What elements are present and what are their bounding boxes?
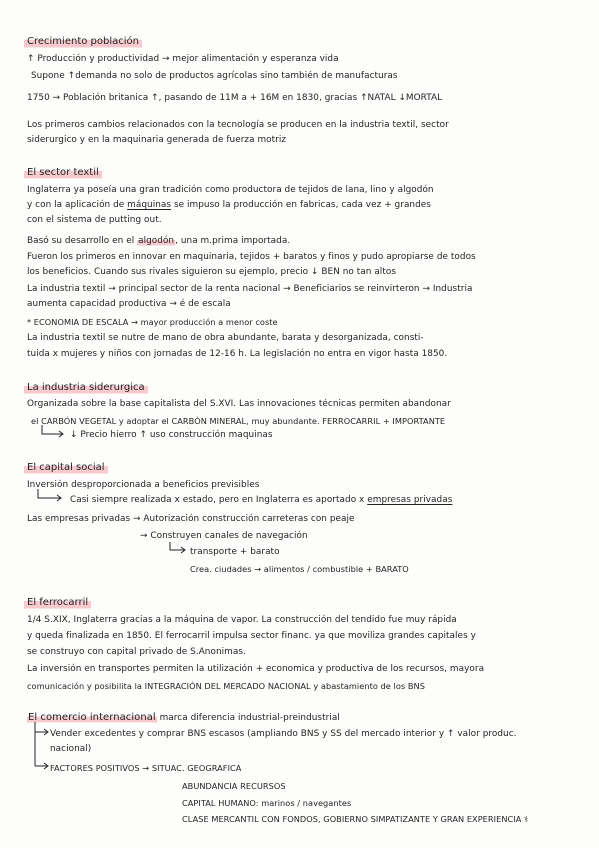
comercio-line-1: Vender excedentes y comprar BNS escasos (ampliando BNS y SS del mercado interior y ↑ valor produc. bbox=[50, 729, 517, 739]
textil-line-2-start: y con la aplicación de bbox=[27, 200, 128, 210]
textil-line-10: La industria textil se nutre de mano de obra abundante, barata y desorganizada, consti- bbox=[27, 333, 424, 343]
crecimiento-line-4: Los primeros cambios relacionados con la tecnología se producen en la industria textil, sector bbox=[27, 120, 449, 130]
capital-line-2-start: Casi siempre realizada x estado, pero en Inglaterra es aportado x bbox=[70, 495, 368, 505]
ferrocarril-line-3: se construyo con capital privado de S.Anonimas. bbox=[27, 647, 246, 657]
textil-line-1: Inglaterra ya poseía una gran tradición como productora de tejidos de lana, lino y algodón bbox=[27, 185, 434, 195]
siderurgica-line-1: Organizada sobre la base capitalista del S.XVI. Las innovaciones técnicas permiten abandonar bbox=[27, 399, 451, 409]
comercio-line-4: ABUNDANCIA RECURSOS bbox=[182, 781, 286, 791]
capital-empresas-privadas-underlined: empresas privadas bbox=[367, 495, 453, 505]
capital-line-5: transporte + barato bbox=[190, 547, 280, 557]
crecimiento-line-2: Supone ↑demanda no solo de productos agrícolas sino también de manufacturas bbox=[31, 71, 398, 81]
comercio-line-5: CAPITAL HUMANO: marinos / navegantes bbox=[182, 798, 352, 808]
textil-line-4-end: , una m.prima importada. bbox=[175, 236, 291, 246]
siderurgica-arrow-icon bbox=[40, 425, 68, 439]
capital-line-1: Inversión desproporcionada a beneficios previsibles bbox=[27, 480, 260, 490]
textil-algodon-highlight: algodón bbox=[138, 236, 175, 246]
comercio-line-6: CLASE MERCANTIL CON FONDOS, GOBIERNO SIMPATIZANTE Y GRAN EXPERIENCIA ⚕ bbox=[182, 814, 529, 824]
section-title-ferrocarril: El ferrocarril bbox=[24, 597, 91, 609]
section-title-siderurgica: La industria siderurgica bbox=[24, 382, 148, 394]
comercio-line-2: nacional) bbox=[50, 744, 92, 754]
textil-line-8: aumenta capacidad productiva → é de escala bbox=[27, 299, 231, 309]
ferrocarril-line-5: comunicación y posibilita la INTEGRACIÓN DEL MERCADO NACIONAL y abastamiento de los BNS bbox=[27, 681, 425, 691]
ferrocarril-line-2: y queda finalizada en 1850. El ferrocarril impulsa sector financ. ya que moviliza grandes capitales y bbox=[27, 631, 476, 641]
comercio-title-row bbox=[27, 712, 340, 724]
ferrocarril-line-4: La inversión en transportes permiten la utilización + economica y productiva de los recursos, mayora bbox=[27, 664, 485, 674]
section-title-crecimiento: Crecimiento población bbox=[24, 36, 142, 48]
capital-line-4: → Construyen canales de navegación bbox=[140, 531, 308, 541]
textil-line-6: los beneficios. Cuando sus rivales siguieron su ejemplo, precio ↓ BEN no tan altos bbox=[27, 267, 397, 277]
textil-line-11: tuida x mujeres y niños con jornadas de 12-16 h. La legislación no entra en vigor hasta 1850. bbox=[27, 349, 448, 359]
section-title-capital: El capital social bbox=[24, 462, 108, 474]
siderurgica-line-3: ↓ Precio hierro ↑ uso construcción maquinas bbox=[70, 430, 273, 440]
textil-line-4-start: Basó su desarrollo en el bbox=[27, 236, 138, 246]
capital-arrow-icon-1 bbox=[36, 489, 66, 503]
comercio-line-3: FACTORES POSITIVOS → SITUAC. GEOGRAFICA bbox=[50, 763, 242, 773]
textil-maquinas-underlined: máquinas bbox=[127, 200, 172, 210]
capital-line-2 bbox=[70, 494, 452, 506]
capital-arrow-icon-2 bbox=[168, 542, 190, 556]
comercio-title-rest: marca diferencia industrial-preindustrial bbox=[156, 713, 340, 723]
capital-line-6: Crea. ciudades → alimentos / combustible + BARATO bbox=[190, 564, 409, 574]
crecimiento-line-1: ↑ Producción y productividad → mejor alimentación y esperanza vida bbox=[27, 54, 339, 64]
textil-line-2 bbox=[27, 199, 431, 211]
textil-line-5: Fueron los primeros en innovar en maquinaria, tejidos + baratos y finos y pudo apropiarse de todos bbox=[27, 252, 476, 262]
ferrocarril-line-1: 1/4 S.XIX, Inglaterra gracias a la máquina de vapor. La construcción del tendido fue muy rápida bbox=[27, 615, 457, 625]
textil-line-4 bbox=[27, 235, 290, 247]
textil-line-7: La industria textil → principal sector de la renta nacional → Beneficiarios se reinvirteron → Industria bbox=[27, 284, 473, 294]
textil-line-3: con el sistema de putting out. bbox=[27, 215, 162, 225]
siderurgica-line-2: el CARBÓN VEGETAL y adoptar el CARBÓN MINERAL, muy abundante. FERROCARRIL + IMPORTANTE bbox=[31, 416, 446, 426]
section-title-textil: El sector textil bbox=[24, 167, 102, 179]
crecimiento-line-5: siderurgico y en la maquinaria generada de fuerza motriz bbox=[27, 135, 287, 145]
textil-line-2-end: se impuso la producción en fabricas, cada vez + grandes bbox=[171, 200, 431, 210]
crecimiento-line-3: 1750 → Población britanica ↑, pasando de 11M a + 16M en 1830, gracias ↑NATAL ↓MORTAL bbox=[27, 93, 443, 103]
section-title-comercio: El comercio internacional bbox=[28, 712, 156, 723]
textil-line-9: * ECONOMIA DE ESCALA → mayor producción a menor coste bbox=[27, 317, 278, 327]
capital-line-3: Las empresas privadas → Autorización construcción carreteras con peaje bbox=[27, 514, 355, 524]
